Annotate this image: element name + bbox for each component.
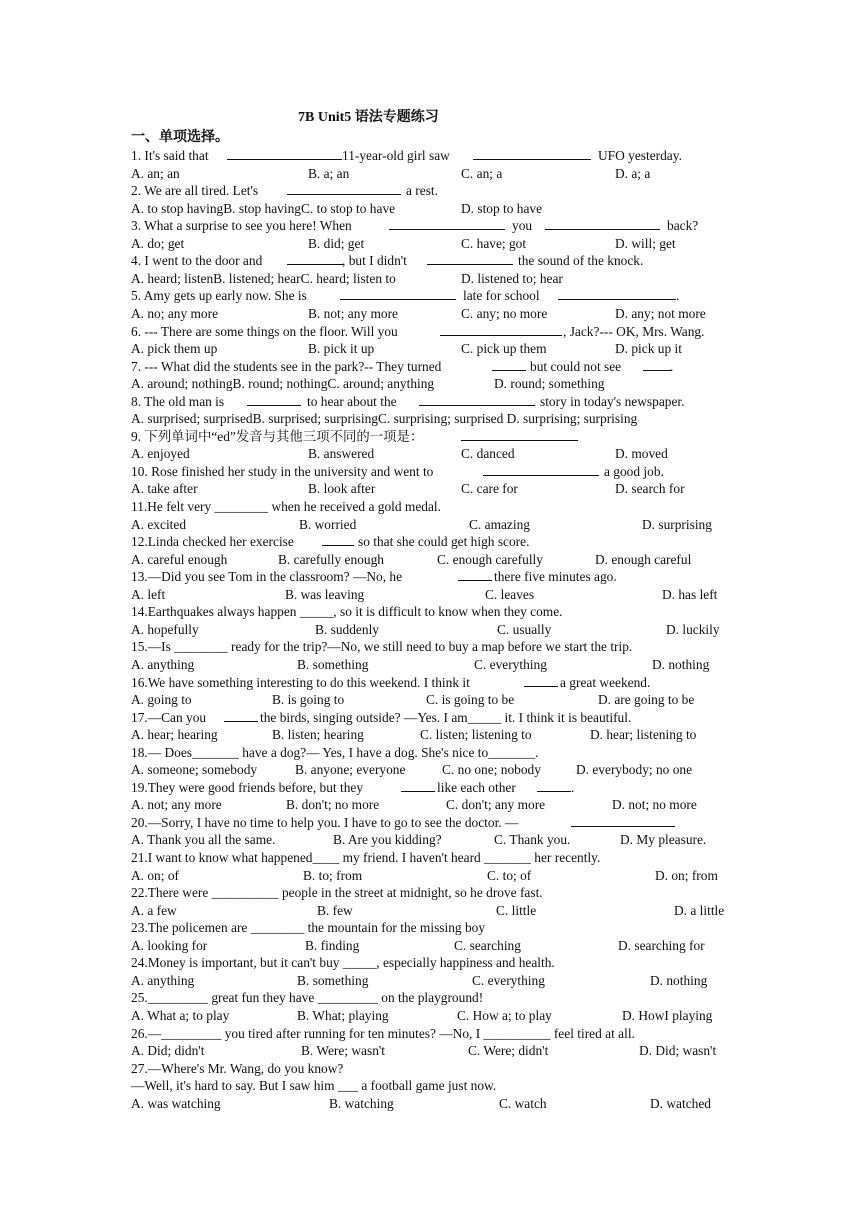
option-text: A. to stop havingB. stop havingC. to stop to have: [131, 200, 396, 216]
blank-underline: [558, 287, 676, 300]
question-line: [0, 568, 860, 586]
option-text: C. to; of: [487, 867, 532, 883]
option-text: D. enough careful: [595, 551, 692, 567]
options-line: [0, 235, 860, 253]
question-text: but could not see: [530, 358, 622, 374]
worksheet-title: 7B Unit5 语法专题练习: [298, 110, 439, 125]
question-line: [0, 1077, 860, 1095]
option-text: C. leaves: [485, 586, 535, 602]
option-text: D. search for: [615, 481, 685, 497]
answer-blank: [543, 217, 662, 235]
answer-blank: [245, 393, 303, 411]
option-text: D. searching for: [618, 937, 705, 953]
option-text: B. something: [297, 972, 369, 988]
option-text: C. an; a: [461, 165, 503, 181]
question-text: 11-year-old girl saw: [342, 148, 450, 163]
question-line: [0, 498, 860, 516]
question-text: back?: [667, 218, 699, 234]
question-text: 17.—Can you: [131, 709, 207, 725]
question-text: , Jack?--- OK, Mrs. Wang.: [563, 323, 705, 339]
question-text: you: [512, 218, 533, 234]
option-text: D. any; not more: [615, 305, 706, 321]
question-text: 3. What a surprise to see you here! When: [131, 218, 352, 234]
options-line: [0, 1095, 860, 1113]
options-line: [0, 867, 860, 885]
question-line: [0, 147, 860, 165]
option-marker: ˌ: [454, 1010, 457, 1019]
option-text: A. careful enough: [131, 551, 228, 567]
blank-underline: [492, 358, 526, 371]
options-line: [0, 480, 860, 498]
option-text: D. will; get: [615, 235, 676, 251]
question-line: [0, 1060, 860, 1078]
question-line: [0, 884, 860, 902]
question-text: 24.Money is important, but it can't buy _____, especially happiness and health.: [131, 955, 555, 971]
question-text: 6. --- There are some things on the floor. Will you: [131, 323, 398, 339]
option-text: D. watched: [650, 1095, 711, 1111]
question-line: [0, 533, 860, 551]
question-text: 26.—_________ you tired after running for ten minutes? —No, I __________ feel tired at all.: [131, 1025, 635, 1041]
option-text: B. Are you kidding?: [333, 832, 442, 848]
option-text: B. pick it up: [308, 341, 375, 357]
question-text: 15.—Is ________ ready for the trip?—No, we still need to buy a map before we start the trip.: [131, 639, 633, 655]
options-line: [0, 656, 860, 674]
option-text: B. anyone; everyone: [295, 762, 406, 778]
option-text: A. Thank you all the same.: [131, 832, 276, 848]
option-marker: ˌ: [292, 765, 295, 774]
blank-underline: [287, 252, 343, 265]
answer-blank: [535, 779, 573, 797]
answer-blank: [490, 358, 528, 376]
option-text: A. looking for: [131, 937, 208, 953]
option-text: D. listened to; hear: [461, 270, 563, 286]
question-text: 23.The policemen are ________ the mountain for the missing boy: [131, 920, 486, 936]
option-text: C. everything: [472, 972, 545, 988]
question-text: 11.He felt very ________ when he received a gold medal.: [131, 499, 441, 514]
option-text: C. amazing: [469, 516, 530, 532]
option-text: C. don't; any more: [446, 797, 546, 813]
option-text: A. What a; to play: [131, 1007, 230, 1023]
option-text: A. around; nothingB. round; nothingC. around; anything: [131, 376, 435, 392]
question-text: like each other: [437, 779, 516, 795]
answer-blank: [569, 814, 677, 832]
blank-underline: [322, 533, 354, 546]
option-text: C. usually: [497, 621, 552, 637]
options-line: [0, 761, 860, 779]
question-line: [0, 919, 860, 937]
answer-blank: [425, 252, 515, 270]
question-text: late for school: [463, 288, 540, 304]
answer-blank: [222, 709, 260, 727]
option-text: B. few: [317, 902, 353, 918]
option-text: A. hear; hearing: [131, 727, 218, 743]
answer-blank: [481, 463, 601, 481]
option-text: A. pick them up: [131, 341, 218, 357]
question-text: 21.I want to know what happened____ my friend. I haven't heard _______ her recently.: [131, 850, 601, 865]
question-line: [0, 252, 860, 270]
option-text: C. pick up them: [461, 341, 547, 357]
options-line: [0, 937, 860, 955]
option-text: D. Did; wasn't: [639, 1043, 717, 1059]
option-text: B. was leaving: [285, 586, 365, 602]
options-line: [0, 972, 860, 990]
options-line: [0, 1007, 860, 1025]
option-marker: ˌ: [573, 765, 576, 774]
option-text: C. care for: [461, 481, 518, 497]
option-text: B. look after: [308, 481, 376, 497]
question-line: [0, 182, 860, 200]
option-text: B. a; an: [308, 165, 350, 181]
question-text: there five minutes ago.: [494, 569, 617, 585]
blank-underline: [643, 358, 671, 371]
option-text: A. take after: [131, 481, 198, 497]
blank-underline: [440, 323, 562, 336]
question-text: a great weekend.: [560, 674, 651, 690]
option-text: D. everybody; no one: [576, 762, 693, 778]
option-text: B. suddenly: [315, 621, 379, 637]
question-text: 19.They were good friends before, but they: [131, 779, 364, 795]
options-line: [0, 340, 860, 358]
options-line: [0, 375, 860, 393]
options-line: [0, 586, 860, 604]
question-text: to hear about the: [307, 393, 397, 409]
option-text: A. on; of: [131, 867, 179, 883]
blank-underline: [224, 709, 258, 722]
option-text: C. enough carefully: [437, 551, 543, 567]
option-text: C. Thank you.: [494, 832, 571, 848]
options-line: [0, 691, 860, 709]
question-line: [0, 744, 860, 762]
blank-underline: [419, 393, 535, 406]
question-text: 5. Amy gets up early now. She is: [131, 288, 307, 304]
options-line: [0, 902, 860, 920]
options-line: [0, 165, 860, 183]
option-text: C. Were; didn't: [468, 1043, 549, 1059]
question-text: 9. 下列单词中“ed”发音与其他三项不同的一项是：: [131, 428, 424, 444]
blank-underline: [458, 568, 492, 581]
question-line: [0, 954, 860, 972]
blank-underline: [340, 287, 456, 300]
option-marker: ˌ: [639, 519, 642, 528]
option-text: A. hopefully: [131, 621, 199, 637]
option-text: A. no; any more: [131, 305, 219, 321]
option-marker: ˌ: [466, 519, 469, 528]
blank-underline: [227, 147, 342, 160]
blank-underline: [545, 217, 660, 230]
question-text: 7. --- What did the students see in the park?-- They turned: [131, 358, 442, 374]
question-text: 12.Linda checked her exercise: [131, 534, 294, 550]
answer-blank: [399, 779, 437, 797]
answer-blank: [456, 568, 494, 586]
option-text: B. something: [297, 656, 369, 672]
question-line: [0, 1025, 860, 1043]
question-text: 2. We are all tired. Let's: [131, 183, 259, 199]
blank-underline: [427, 252, 513, 265]
question-text: —Well, it's hard to say. But I saw him ___ a football game just now.: [131, 1078, 497, 1094]
blank-underline: [483, 463, 599, 476]
option-text: B. answered: [308, 446, 375, 462]
option-text: B. listen; hearing: [272, 727, 364, 743]
option-text: D. round; something: [494, 376, 605, 392]
option-text: C. little: [496, 902, 537, 918]
option-text: C. listen; listening to: [420, 727, 532, 743]
option-text: C. any; no more: [461, 305, 548, 321]
question-text: .: [571, 779, 575, 795]
option-text: D. not; no more: [612, 797, 697, 813]
question-line: [0, 709, 860, 727]
option-text: B. did; get: [308, 235, 365, 251]
option-marker: ˌ: [296, 519, 299, 528]
options-line: [0, 796, 860, 814]
blank-underline: [571, 814, 675, 827]
option-text: A. a few: [131, 902, 177, 918]
question-text: a good job.: [604, 463, 664, 479]
option-text: C. searching: [454, 937, 521, 953]
question-line: [0, 287, 860, 305]
options-line: [0, 551, 860, 569]
answer-blank: [285, 252, 345, 270]
option-text: A. Did; didn't: [131, 1043, 205, 1059]
option-text: D. HowI playing: [622, 1007, 713, 1023]
answer-blank: [522, 674, 560, 692]
option-text: B. carefully enough: [278, 551, 384, 567]
question-text: 8. The old man is: [131, 393, 225, 409]
option-text: B. to; from: [303, 867, 363, 883]
answer-blank: [438, 323, 564, 341]
option-text: A. enjoyed: [131, 446, 190, 462]
blank-underline: [389, 217, 505, 230]
question-text: a rest.: [406, 183, 438, 199]
question-text: story in today's newspaper.: [540, 393, 685, 409]
option-text: D. pick up it: [615, 341, 682, 357]
answer-blank: [338, 287, 458, 305]
blank-underline: [461, 428, 578, 441]
question-line: [0, 323, 860, 341]
options-line: [0, 200, 860, 218]
option-text: C. watch: [499, 1095, 547, 1111]
option-text: B. watching: [329, 1095, 394, 1111]
answer-blank: [387, 217, 507, 235]
question-text: 20.—Sorry, I have no time to help you. I have to go to see the doctor. —: [131, 814, 519, 830]
question-text: 13.—Did you see Tom in the classroom? —No, he: [131, 569, 403, 585]
options-line: [0, 831, 860, 849]
question-line: [0, 358, 860, 376]
options-line: [0, 270, 860, 288]
option-text: C. everything: [474, 656, 547, 672]
option-text: D. hear; listening to: [590, 727, 697, 743]
option-text: A. someone; somebody: [131, 762, 258, 778]
options-line: [0, 1042, 860, 1060]
option-text: D. on; from: [655, 867, 718, 883]
question-text: 14.Earthquakes always happen _____, so it is difficult to know when they come.: [131, 604, 563, 620]
option-text: A. an; an: [131, 165, 180, 181]
question-line: [0, 603, 860, 621]
question-text: .: [676, 288, 680, 304]
option-text: D. nothing: [650, 972, 708, 988]
option-text: D. are going to be: [598, 692, 695, 708]
question-text: .: [670, 358, 674, 374]
option-text: B. don't; no more: [286, 797, 380, 813]
question-text: UFO yesterday.: [598, 148, 682, 163]
blank-underline: [247, 393, 301, 406]
answer-blank: [417, 393, 537, 411]
question-text: 16.We have something interesting to do this weekend. I think it: [131, 674, 470, 690]
option-text: D. surprising: [642, 516, 712, 532]
question-text: the sound of the knock.: [518, 253, 644, 269]
option-text: B. What; playing: [297, 1007, 389, 1023]
option-text: D. luckily: [666, 621, 720, 637]
option-text: D. a; a: [615, 165, 651, 181]
option-text: A. going to: [131, 692, 192, 708]
options-line: [0, 621, 860, 639]
options-line: [0, 410, 860, 428]
question-line: [0, 428, 860, 446]
blank-underline: [287, 182, 401, 195]
option-text: D. nothing: [652, 656, 710, 672]
option-text: A. not; any more: [131, 797, 222, 813]
question-line: [0, 674, 860, 692]
answer-blank: [285, 182, 403, 200]
option-marker: ˌ: [294, 1010, 297, 1019]
section-heading: 一、单项选择。: [131, 130, 229, 145]
option-text: C. is going to be: [426, 692, 515, 708]
option-text: D. has left: [662, 586, 718, 602]
question-text: 4. I went to the door and: [131, 253, 263, 269]
blank-underline: [473, 147, 591, 160]
question-text: , but I didn't: [342, 253, 407, 269]
option-text: D. moved: [615, 446, 668, 462]
option-text: D. My pleasure.: [620, 832, 707, 848]
option-text: A. left: [131, 586, 166, 602]
option-text: B. worried: [299, 516, 357, 532]
option-text: B. Were; wasn't: [301, 1043, 386, 1059]
question-line: [0, 638, 860, 656]
option-text: D. a little: [674, 902, 725, 918]
option-text: C. danced: [461, 446, 515, 462]
question-line: [0, 814, 860, 832]
answer-blank: [641, 358, 673, 376]
blank-underline: [524, 674, 558, 687]
option-text: A. anything: [131, 656, 195, 672]
option-text: A. excited: [131, 516, 187, 532]
option-text: C. have; got: [461, 235, 527, 251]
options-line: [0, 726, 860, 744]
question-text: 25._________ great fun they have _________ on the playground!: [131, 990, 484, 1006]
option-text: A. surprised; surprisedB. surprised; surprisingC. surprising; surprised D. surprising; surprising: [131, 411, 638, 427]
question-text: 27.—Where's Mr. Wang, do you know?: [131, 1060, 344, 1076]
option-text: A. anything: [131, 972, 195, 988]
answer-blank: [225, 147, 344, 165]
question-text: 1. It's said that: [131, 148, 209, 163]
blank-underline: [401, 779, 435, 792]
option-text: C. How a; to play: [457, 1007, 552, 1023]
question-text: so that she could get high score.: [358, 534, 530, 550]
option-marker: ˌ: [439, 765, 442, 774]
question-line: [0, 463, 860, 481]
options-line: [0, 445, 860, 463]
option-text: C. no one; nobody: [442, 762, 541, 778]
answer-blank: [556, 287, 678, 305]
question-text: 10. Rose finished her study in the university and went to: [131, 463, 434, 479]
question-text: 18.— Does_______ have a dog?— Yes, I have a dog. She's nice to_______.: [131, 744, 539, 760]
answer-blank: [471, 147, 593, 165]
option-text: B. not; any more: [308, 305, 399, 321]
answer-blank: [320, 533, 356, 551]
blank-underline: [537, 779, 571, 792]
question-text: 22.There were __________ people in the street at midnight, so he drove fast.: [131, 885, 543, 901]
answer-blank: [459, 428, 580, 446]
option-text: B. finding: [305, 937, 360, 953]
option-text: D. stop to have: [461, 200, 543, 216]
question-line: [0, 849, 860, 867]
question-line: [0, 779, 860, 797]
question-text: the birds, singing outside? —Yes. I am_____ it. I think it is beautiful.: [260, 709, 632, 725]
option-text: A. was watching: [131, 1095, 221, 1111]
option-text: A. heard; listenB. listened; hearC. heard; listen to: [131, 270, 396, 286]
options-line: [0, 516, 860, 534]
option-marker: ˌ: [619, 1010, 622, 1019]
question-line: [0, 217, 860, 235]
question-line: [0, 989, 860, 1007]
option-text: A. do; get: [131, 235, 185, 251]
option-text: B. is going to: [272, 692, 345, 708]
question-line: [0, 393, 860, 411]
options-line: [0, 305, 860, 323]
